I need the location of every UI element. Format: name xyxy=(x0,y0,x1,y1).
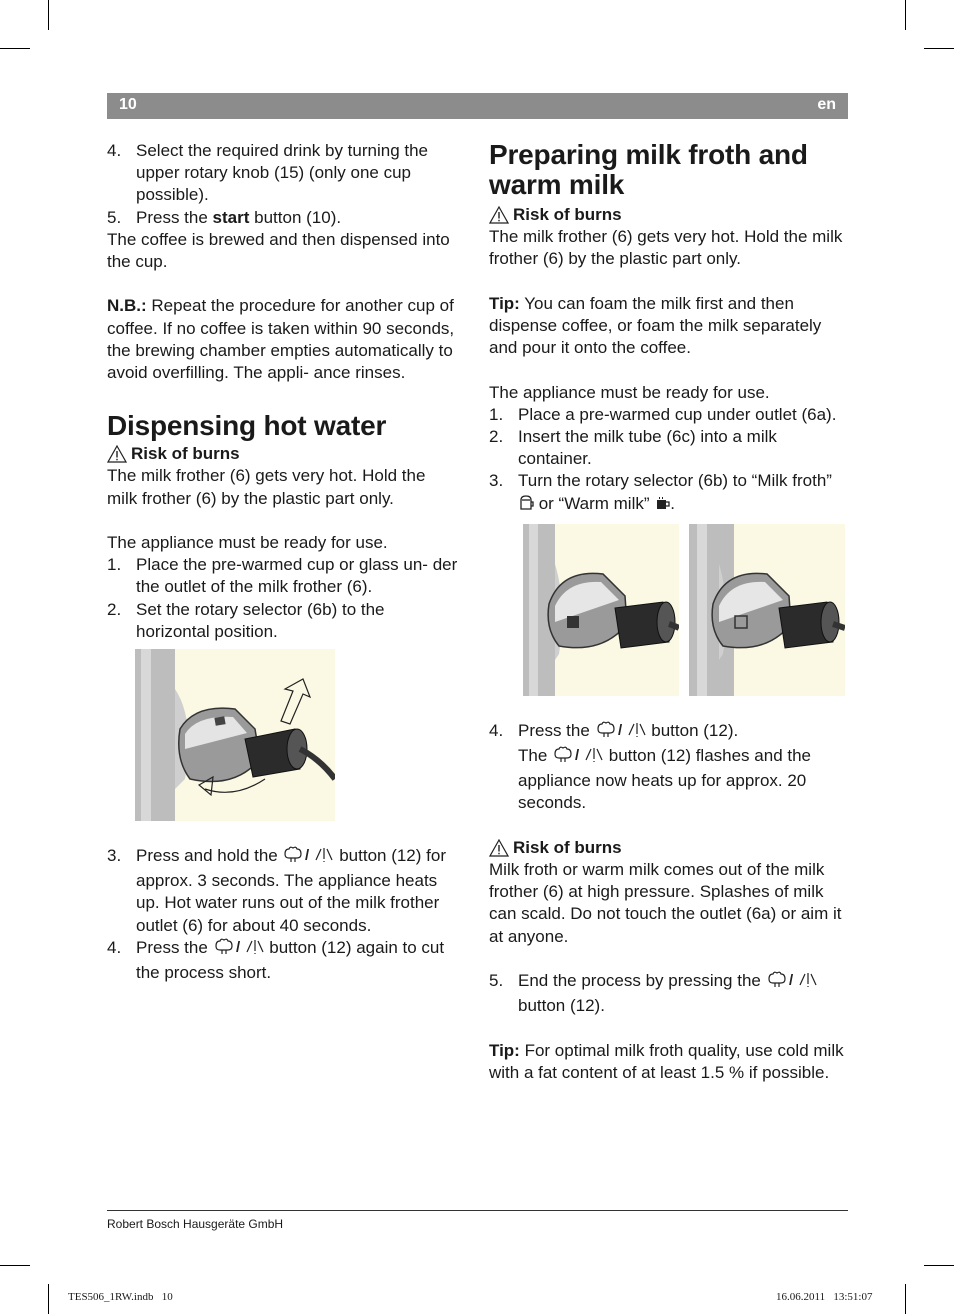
footer-company: Robert Bosch Hausgeräte GmbH xyxy=(107,1217,284,1231)
right-column xyxy=(489,140,851,1084)
list-item: 5. Press the start button (10). xyxy=(107,207,342,227)
page-header-bar xyxy=(107,93,848,119)
steam-hot-water-icon xyxy=(282,846,334,870)
svg-text:/: / xyxy=(575,747,580,765)
ready-text: The appliance must be ready for use. xyxy=(489,382,770,402)
list-item: 3. Press and hold the / button (12) for approx. 3 seconds. The appliance heats up. Hot water runs out of the milk frother outlet (6) for about 40 seconds. xyxy=(107,846,446,935)
warm-milk-icon xyxy=(654,494,670,518)
list-item: 2. Insert the milk tube (6c) into a milk container. xyxy=(489,427,777,469)
steps-list xyxy=(489,404,851,518)
svg-text:/: / xyxy=(305,847,310,865)
list-item: 2. Set the rotary selector (6b) to the horizontal position. xyxy=(107,599,385,641)
page-number: 10 xyxy=(119,96,137,113)
list-item: 1. Place a pre-warmed cup under outlet (6a). xyxy=(489,404,837,424)
warning-title: Risk of burns xyxy=(107,443,459,465)
list-item: 4. Select the required drink by turning the upper rotary knob (15) (only one cup possible). xyxy=(107,141,429,205)
print-slug-file: TES506_1RW.indb 10 xyxy=(68,1291,173,1303)
crop-mark xyxy=(905,1284,906,1314)
crop-mark xyxy=(924,1265,954,1266)
warning-text: The milk frother (6) gets very hot. Hold the milk frother (6) by the plastic part only. xyxy=(107,466,426,508)
ready-text: The appliance must be ready for use. xyxy=(107,533,388,553)
steps-list xyxy=(489,970,851,1017)
steps-list xyxy=(107,845,459,984)
warm-milk-position-illustration xyxy=(689,524,845,696)
print-slug-date: 16.06.2011 13:51:07 xyxy=(776,1291,873,1303)
warning-triangle-icon xyxy=(489,206,509,224)
hot-water-illustration xyxy=(135,649,335,821)
list-item: 3. Turn the rotary selector (6b) to “Milk froth” or “Warm milk” . xyxy=(489,470,851,517)
milk-froth-position-illustration xyxy=(523,524,679,696)
steps-list xyxy=(107,554,459,643)
milk-froth-icon xyxy=(518,494,534,518)
crop-mark xyxy=(905,0,906,30)
svg-text:/: / xyxy=(235,938,240,956)
milk-froth-illustrations xyxy=(523,524,851,696)
crop-mark xyxy=(48,1284,49,1314)
warning-triangle-icon xyxy=(489,839,509,857)
warning-title: Risk of burns xyxy=(489,204,851,226)
tip-paragraph: Tip: You can foam the milk first and then dispense coffee, or foam the milk separately and pour it onto the coffee. xyxy=(489,293,822,358)
steps-list xyxy=(107,140,459,229)
svg-text:/: / xyxy=(788,972,793,990)
warning-title: Risk of burns xyxy=(489,837,851,859)
start-label: start xyxy=(212,207,250,227)
crop-mark xyxy=(48,0,49,30)
steam-hot-water-icon xyxy=(595,721,647,745)
svg-text:/: / xyxy=(617,721,622,739)
steam-hot-water-icon xyxy=(213,938,265,962)
steam-hot-water-icon xyxy=(766,971,818,995)
list-item: 4. Press the / button (12) again to cut the process short. xyxy=(107,937,445,983)
tip-paragraph: Tip: For optimal milk froth quality, use cold milk with a fat content of at least 1.5 % if possible. xyxy=(489,1040,844,1082)
list-item: 4. Press the / button (12). The / button (12) flashes and the appliance now heats up for approx. 20 seconds. xyxy=(489,720,812,813)
crop-mark xyxy=(0,48,30,49)
steam-hot-water-icon xyxy=(552,746,604,770)
list-item: 5. End the process by pressing the / button (12). xyxy=(489,970,851,1017)
left-column xyxy=(107,140,459,984)
section-heading: Dispensing hot water xyxy=(107,410,387,442)
warning-text: Milk froth or warm milk comes out of the milk frother (6) at high pressure. Splashes of milk can scald. Do not touch the outlet (6a) or aim it at anyone. xyxy=(489,860,842,946)
nb-paragraph: N.B.: Repeat the procedure for another cup of coffee. If no coffee is taken within 90 seconds, the brewing chamber empties automatically to avoid overfilling. The appli- ance rinses. xyxy=(107,296,455,383)
list-item: 1. Place the pre-warmed cup or glass un- der the outlet of the milk frother (6). xyxy=(107,555,458,597)
crop-mark xyxy=(0,1265,30,1266)
language-code: en xyxy=(817,96,836,113)
steps-list xyxy=(489,720,851,815)
warning-triangle-icon xyxy=(107,445,127,463)
crop-mark xyxy=(924,48,954,49)
brewed-text: The coffee is brewed and then dispensed into the cup. xyxy=(107,229,450,272)
warning-text: The milk frother (6) gets very hot. Hold the milk frother (6) by the plastic part only. xyxy=(489,227,843,269)
footer-divider xyxy=(107,1210,848,1211)
section-heading: Preparing milk froth and warm milk xyxy=(489,139,808,200)
